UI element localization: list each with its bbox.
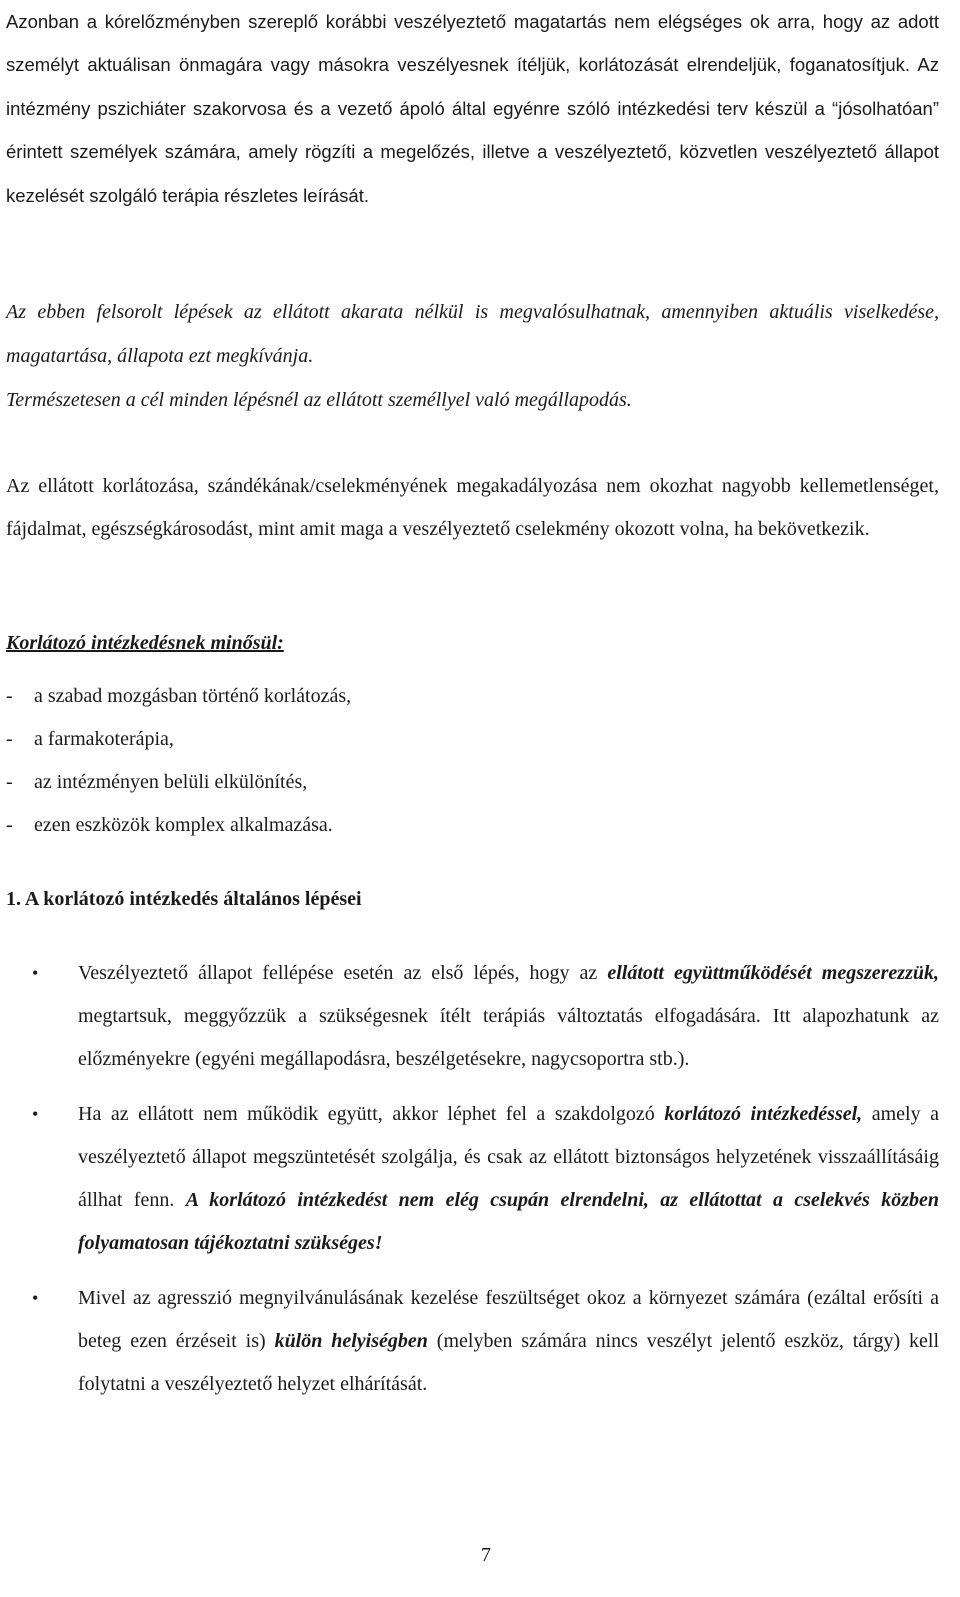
general-steps-list xyxy=(6,952,939,1418)
list-item xyxy=(6,675,351,718)
list-item xyxy=(6,761,351,804)
section-title: 1. A korlátozó intézkedés általános lépései xyxy=(6,888,362,910)
list-item-text: ezen eszközök komplex alkalmazása. xyxy=(34,814,333,836)
bullet-icon: • xyxy=(32,1104,39,1124)
list-item xyxy=(6,718,351,761)
dash-marker: - xyxy=(6,771,13,793)
bullet-emphasis: A korlátozó intézkedést nem elég csupán elrendelni, az ellátottat a cselekvés közben folyamatosan tájékoztatni szükséges! xyxy=(78,1189,939,1254)
paragraph-steps-note xyxy=(6,290,939,422)
paragraph-restriction-limit: Az ellátott korlátozása, szándékának/cselekményének megakadályozása nem okozhat nagyobb kellemetlenséget, fájdalmat, egészségkárosodást, mint amit maga a veszélyeztető cselekmény okozott volna, ha bekövetkezik. xyxy=(6,475,939,540)
dash-marker: - xyxy=(6,685,13,707)
dash-marker: - xyxy=(6,814,13,836)
bullet-emphasis: korlátozó intézkedéssel, xyxy=(664,1103,863,1125)
bullet-text-segment: Veszélyeztető állapot fellépése esetén az első lépés, hogy az xyxy=(78,962,608,984)
bullet-item-text xyxy=(78,952,939,1081)
bullet-icon: • xyxy=(32,1288,39,1308)
list-item-text: a farmakoterápia, xyxy=(34,728,174,750)
bullet-emphasis: külön helyiségben xyxy=(274,1330,428,1352)
paragraph-intro: Azonban a kórelőzményben szereplő korábbi veszélyeztető magatartás nem elégséges ok arra, hogy az adott személyt aktuálisan önmagára vagy másokra veszélyesnek ítéljük, korlátozását elrendeljük, foganatosítjuk. Az intézmény pszichiáter szakorvosa és a vezető ápoló által egyénre szóló intézkedési terv készül a “jósolhatóan” érintett személyek számára, amely rögzíti a megelőzés, illetve a veszélyeztető, közvetlen veszélyeztető állapot kezelését szolgáló terápia részletes leírását. xyxy=(6,11,939,206)
bullet-item xyxy=(6,1093,939,1265)
restrictive-measures-heading: Korlátozó intézkedésnek minősül: xyxy=(6,632,284,654)
page-number: 7 xyxy=(481,1544,491,1566)
bullet-item-text xyxy=(78,1277,939,1406)
steps-note-line-2: Természetesen a cél minden lépésnél az ellátott személlyel való megállapodás. xyxy=(6,389,632,411)
bullet-item-text xyxy=(78,1093,939,1265)
bullet-emphasis: ellátott együttműködését megszerezzük, xyxy=(607,962,940,984)
dash-marker: - xyxy=(6,728,13,750)
bullet-text-segment: amely a veszélyeztető állapot megszüntetését szolgálja, és csak az ellátott biztonságos helyzetének visszaállításáig állhat fenn. xyxy=(78,1103,939,1211)
steps-note-line-1: Az ebben felsorolt lépések az ellátott akarata nélkül is megvalósulhatnak, amennyiben aktuális viselkedése, magatartása, állapota ezt megkívánja. xyxy=(6,301,939,367)
list-item xyxy=(6,804,351,847)
bullet-text-segment: Mivel az agresszió megnyilvánulásának kezelése feszültséget okoz a környezet számára (ezáltal erősíti a beteg ezen érzéseit is) xyxy=(78,1287,939,1352)
list-item-text: az intézményen belüli elkülönítés, xyxy=(34,771,308,793)
restrictive-measures-list xyxy=(6,675,351,847)
bullet-text-segment: Ha az ellátott nem működik együtt, akkor léphet fel a szakdolgozó xyxy=(78,1103,665,1125)
bullet-item xyxy=(6,1277,939,1406)
bullet-icon: • xyxy=(32,963,39,983)
bullet-item xyxy=(6,952,939,1081)
bullet-text-segment: (melyben számára nincs veszélyt jelentő eszköz, tárgy) kell folytatni a veszélyeztető helyzet elhárítását. xyxy=(78,1330,940,1395)
bullet-text-segment: megtartsuk, meggyőzzük a szükségesnek ítélt terápiás változtatás elfogadására. Itt alapozhatunk az előzményekre (egyéni megállapodásra, beszélgetésekre, nagycsoportra stb.). xyxy=(78,1005,939,1070)
list-item-text: a szabad mozgásban történő korlátozás, xyxy=(34,685,352,707)
